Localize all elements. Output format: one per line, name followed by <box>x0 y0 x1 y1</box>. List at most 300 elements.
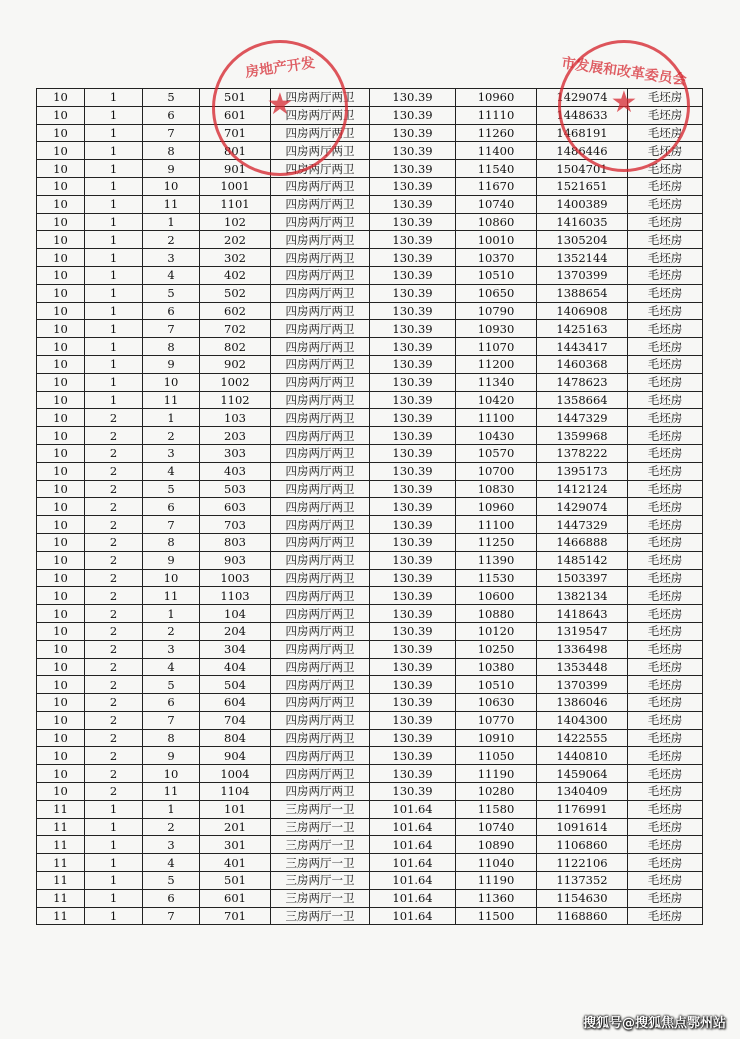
unit-cell: 1 <box>85 373 143 391</box>
layout-cell: 四房两厅两卫 <box>271 231 370 249</box>
unit-cell: 2 <box>85 640 143 658</box>
room-cell: 903 <box>200 551 271 569</box>
building-cell: 10 <box>37 409 85 427</box>
total-price-cell: 1416035 <box>537 213 628 231</box>
unit-price-cell: 10790 <box>456 302 537 320</box>
building-cell: 10 <box>37 391 85 409</box>
unit-price-cell: 10880 <box>456 605 537 623</box>
building-cell: 10 <box>37 711 85 729</box>
area-cell: 130.39 <box>370 89 456 107</box>
unit-cell: 1 <box>85 213 143 231</box>
area-cell: 130.39 <box>370 658 456 676</box>
total-price-cell: 1504701 <box>537 160 628 178</box>
floor-cell: 5 <box>143 89 200 107</box>
unit-price-cell: 10740 <box>456 195 537 213</box>
layout-cell: 四房两厅两卫 <box>271 391 370 409</box>
table-row <box>37 320 703 338</box>
total-price-cell: 1106860 <box>537 836 628 854</box>
table-row <box>37 640 703 658</box>
room-cell: 603 <box>200 498 271 516</box>
room-cell: 801 <box>200 142 271 160</box>
unit-price-cell: 10700 <box>456 462 537 480</box>
unit-price-cell: 11070 <box>456 338 537 356</box>
floor-cell: 3 <box>143 444 200 462</box>
area-cell: 101.64 <box>370 907 456 925</box>
room-cell: 304 <box>200 640 271 658</box>
status-cell: 毛坯房 <box>628 747 703 765</box>
status-cell: 毛坯房 <box>628 373 703 391</box>
unit-cell: 1 <box>85 124 143 142</box>
area-cell: 130.39 <box>370 533 456 551</box>
unit-price-cell: 11050 <box>456 747 537 765</box>
layout-cell: 四房两厅两卫 <box>271 142 370 160</box>
unit-price-cell: 11400 <box>456 142 537 160</box>
unit-price-cell: 10960 <box>456 498 537 516</box>
area-cell: 130.39 <box>370 355 456 373</box>
building-cell: 10 <box>37 89 85 107</box>
room-cell: 503 <box>200 480 271 498</box>
table-row <box>37 391 703 409</box>
area-cell: 130.39 <box>370 765 456 783</box>
unit-cell: 1 <box>85 854 143 872</box>
layout-cell: 四房两厅两卫 <box>271 89 370 107</box>
table-row <box>37 142 703 160</box>
area-cell: 130.39 <box>370 249 456 267</box>
floor-cell: 2 <box>143 818 200 836</box>
price-table <box>36 85 703 925</box>
layout-cell: 四房两厅两卫 <box>271 338 370 356</box>
unit-price-cell: 11100 <box>456 409 537 427</box>
layout-cell: 三房两厅一卫 <box>271 818 370 836</box>
area-cell: 130.39 <box>370 569 456 587</box>
unit-cell: 2 <box>85 711 143 729</box>
room-cell: 104 <box>200 605 271 623</box>
building-cell: 10 <box>37 587 85 605</box>
floor-cell: 3 <box>143 249 200 267</box>
total-price-cell: 1447329 <box>537 409 628 427</box>
unit-price-cell: 10370 <box>456 249 537 267</box>
floor-cell: 9 <box>143 747 200 765</box>
table-row <box>37 355 703 373</box>
status-cell: 毛坯房 <box>628 640 703 658</box>
seal-star-icon: ★ <box>266 87 294 123</box>
building-cell: 10 <box>37 569 85 587</box>
room-cell: 402 <box>200 266 271 284</box>
room-cell: 1103 <box>200 587 271 605</box>
status-cell: 毛坯房 <box>628 89 703 107</box>
status-cell: 毛坯房 <box>628 106 703 124</box>
unit-cell: 1 <box>85 160 143 178</box>
unit-price-cell: 10630 <box>456 694 537 712</box>
area-cell: 130.39 <box>370 338 456 356</box>
room-cell: 1003 <box>200 569 271 587</box>
unit-price-cell: 10650 <box>456 284 537 302</box>
area-cell: 130.39 <box>370 391 456 409</box>
total-price-cell: 1386046 <box>537 694 628 712</box>
table-row <box>37 266 703 284</box>
total-price-cell: 1370399 <box>537 676 628 694</box>
room-cell: 1001 <box>200 177 271 195</box>
building-cell: 10 <box>37 605 85 623</box>
floor-cell: 9 <box>143 160 200 178</box>
room-cell: 502 <box>200 284 271 302</box>
status-cell: 毛坯房 <box>628 516 703 534</box>
floor-cell: 7 <box>143 516 200 534</box>
total-price-cell: 1412124 <box>537 480 628 498</box>
area-cell: 130.39 <box>370 676 456 694</box>
building-cell: 10 <box>37 249 85 267</box>
status-cell: 毛坯房 <box>628 498 703 516</box>
unit-cell: 1 <box>85 177 143 195</box>
unit-price-cell: 10280 <box>456 783 537 801</box>
layout-cell: 四房两厅两卫 <box>271 569 370 587</box>
building-cell: 10 <box>37 302 85 320</box>
total-price-cell: 1400389 <box>537 195 628 213</box>
building-cell: 10 <box>37 231 85 249</box>
unit-cell: 1 <box>85 391 143 409</box>
unit-cell: 2 <box>85 480 143 498</box>
total-price-cell: 1353448 <box>537 658 628 676</box>
room-cell: 904 <box>200 747 271 765</box>
unit-cell: 1 <box>85 355 143 373</box>
building-cell: 10 <box>37 676 85 694</box>
room-cell: 303 <box>200 444 271 462</box>
total-price-cell: 1468191 <box>537 124 628 142</box>
floor-cell: 6 <box>143 694 200 712</box>
area-cell: 130.39 <box>370 711 456 729</box>
floor-cell: 1 <box>143 605 200 623</box>
unit-price-cell: 11250 <box>456 533 537 551</box>
unit-price-cell: 10420 <box>456 391 537 409</box>
status-cell: 毛坯房 <box>628 676 703 694</box>
table-row <box>37 462 703 480</box>
table-row <box>37 747 703 765</box>
unit-price-cell: 11260 <box>456 124 537 142</box>
floor-cell: 6 <box>143 498 200 516</box>
building-cell: 10 <box>37 747 85 765</box>
status-cell: 毛坯房 <box>628 533 703 551</box>
total-price-cell: 1122106 <box>537 854 628 872</box>
layout-cell: 四房两厅两卫 <box>271 213 370 231</box>
area-cell: 130.39 <box>370 640 456 658</box>
table-row <box>37 907 703 925</box>
room-cell: 702 <box>200 320 271 338</box>
total-price-cell: 1091614 <box>537 818 628 836</box>
unit-price-cell: 10430 <box>456 427 537 445</box>
price-table-body <box>37 85 703 925</box>
building-cell: 11 <box>37 800 85 818</box>
table-row <box>37 836 703 854</box>
floor-cell: 1 <box>143 800 200 818</box>
table-row <box>37 551 703 569</box>
building-cell: 10 <box>37 498 85 516</box>
total-price-cell: 1425163 <box>537 320 628 338</box>
building-cell: 10 <box>37 195 85 213</box>
building-cell: 10 <box>37 622 85 640</box>
area-cell: 101.64 <box>370 836 456 854</box>
layout-cell: 四房两厅两卫 <box>271 249 370 267</box>
table-row <box>37 409 703 427</box>
floor-cell: 5 <box>143 676 200 694</box>
total-price-cell: 1422555 <box>537 729 628 747</box>
layout-cell: 四房两厅两卫 <box>271 462 370 480</box>
building-cell: 11 <box>37 854 85 872</box>
total-price-cell: 1154630 <box>537 889 628 907</box>
layout-cell: 四房两厅两卫 <box>271 676 370 694</box>
status-cell: 毛坯房 <box>628 480 703 498</box>
floor-cell: 4 <box>143 658 200 676</box>
watermark: 搜狐号@搜狐焦点鄂州站 <box>582 1016 726 1031</box>
table-row <box>37 516 703 534</box>
total-price-cell: 1395173 <box>537 462 628 480</box>
area-cell: 130.39 <box>370 605 456 623</box>
table-row <box>37 533 703 551</box>
layout-cell: 四房两厅两卫 <box>271 587 370 605</box>
layout-cell: 四房两厅两卫 <box>271 551 370 569</box>
area-cell: 130.39 <box>370 498 456 516</box>
status-cell: 毛坯房 <box>628 587 703 605</box>
building-cell: 10 <box>37 427 85 445</box>
table-row <box>37 427 703 445</box>
total-price-cell: 1440810 <box>537 747 628 765</box>
building-cell: 10 <box>37 444 85 462</box>
unit-cell: 1 <box>85 231 143 249</box>
status-cell: 毛坯房 <box>628 551 703 569</box>
total-price-cell: 1382134 <box>537 587 628 605</box>
total-price-cell: 1521651 <box>537 177 628 195</box>
building-cell: 10 <box>37 284 85 302</box>
layout-cell: 三房两厅一卫 <box>271 800 370 818</box>
table-row <box>37 569 703 587</box>
area-cell: 130.39 <box>370 587 456 605</box>
table-row <box>37 444 703 462</box>
layout-cell: 三房两厅一卫 <box>271 872 370 890</box>
layout-cell: 四房两厅两卫 <box>271 498 370 516</box>
status-cell: 毛坯房 <box>628 231 703 249</box>
area-cell: 130.39 <box>370 444 456 462</box>
table-row <box>37 783 703 801</box>
layout-cell: 四房两厅两卫 <box>271 160 370 178</box>
status-cell: 毛坯房 <box>628 213 703 231</box>
floor-cell: 10 <box>143 765 200 783</box>
layout-cell: 三房两厅一卫 <box>271 889 370 907</box>
building-cell: 10 <box>37 106 85 124</box>
status-cell: 毛坯房 <box>628 907 703 925</box>
building-cell: 10 <box>37 729 85 747</box>
layout-cell: 四房两厅两卫 <box>271 124 370 142</box>
status-cell: 毛坯房 <box>628 569 703 587</box>
area-cell: 130.39 <box>370 160 456 178</box>
layout-cell: 四房两厅两卫 <box>271 658 370 676</box>
building-cell: 11 <box>37 889 85 907</box>
room-cell: 1102 <box>200 391 271 409</box>
building-cell: 10 <box>37 480 85 498</box>
building-cell: 10 <box>37 373 85 391</box>
unit-cell: 1 <box>85 889 143 907</box>
unit-cell: 2 <box>85 747 143 765</box>
unit-price-cell: 11190 <box>456 872 537 890</box>
building-cell: 10 <box>37 462 85 480</box>
area-cell: 130.39 <box>370 195 456 213</box>
layout-cell: 四房两厅两卫 <box>271 177 370 195</box>
status-cell: 毛坯房 <box>628 444 703 462</box>
table-row <box>37 249 703 267</box>
layout-cell: 四房两厅两卫 <box>271 266 370 284</box>
room-cell: 601 <box>200 106 271 124</box>
table-row <box>37 213 703 231</box>
total-price-cell: 1352144 <box>537 249 628 267</box>
floor-cell: 5 <box>143 872 200 890</box>
floor-cell: 10 <box>143 177 200 195</box>
floor-cell: 7 <box>143 711 200 729</box>
room-cell: 703 <box>200 516 271 534</box>
status-cell: 毛坯房 <box>628 195 703 213</box>
status-cell: 毛坯房 <box>628 160 703 178</box>
status-cell: 毛坯房 <box>628 765 703 783</box>
room-cell: 704 <box>200 711 271 729</box>
unit-cell: 2 <box>85 605 143 623</box>
unit-price-cell: 10830 <box>456 480 537 498</box>
layout-cell: 四房两厅两卫 <box>271 355 370 373</box>
layout-cell: 四房两厅两卫 <box>271 284 370 302</box>
area-cell: 130.39 <box>370 320 456 338</box>
unit-price-cell: 11540 <box>456 160 537 178</box>
total-price-cell: 1443417 <box>537 338 628 356</box>
status-cell: 毛坯房 <box>628 711 703 729</box>
unit-price-cell: 11580 <box>456 800 537 818</box>
layout-cell: 四房两厅两卫 <box>271 605 370 623</box>
building-cell: 10 <box>37 320 85 338</box>
room-cell: 1004 <box>200 765 271 783</box>
unit-cell: 1 <box>85 106 143 124</box>
room-cell: 301 <box>200 836 271 854</box>
unit-price-cell: 10740 <box>456 818 537 836</box>
unit-cell: 2 <box>85 498 143 516</box>
building-cell: 11 <box>37 818 85 836</box>
status-cell: 毛坯房 <box>628 889 703 907</box>
layout-cell: 四房两厅两卫 <box>271 747 370 765</box>
area-cell: 130.39 <box>370 783 456 801</box>
room-cell: 1002 <box>200 373 271 391</box>
floor-cell: 4 <box>143 462 200 480</box>
status-cell: 毛坯房 <box>628 818 703 836</box>
table-row <box>37 694 703 712</box>
floor-cell: 8 <box>143 729 200 747</box>
status-cell: 毛坯房 <box>628 302 703 320</box>
total-price-cell: 1168860 <box>537 907 628 925</box>
building-cell: 10 <box>37 516 85 534</box>
table-row <box>37 338 703 356</box>
room-cell: 701 <box>200 124 271 142</box>
area-cell: 130.39 <box>370 480 456 498</box>
area-cell: 101.64 <box>370 889 456 907</box>
area-cell: 130.39 <box>370 622 456 640</box>
room-cell: 501 <box>200 872 271 890</box>
unit-cell: 2 <box>85 676 143 694</box>
status-cell: 毛坯房 <box>628 320 703 338</box>
status-cell: 毛坯房 <box>628 836 703 854</box>
floor-cell: 7 <box>143 124 200 142</box>
area-cell: 130.39 <box>370 516 456 534</box>
unit-price-cell: 11500 <box>456 907 537 925</box>
table-row <box>37 658 703 676</box>
unit-price-cell: 10930 <box>456 320 537 338</box>
table-row <box>37 177 703 195</box>
unit-cell: 2 <box>85 516 143 534</box>
table-row <box>37 124 703 142</box>
floor-cell: 3 <box>143 640 200 658</box>
room-cell: 803 <box>200 533 271 551</box>
floor-cell: 11 <box>143 391 200 409</box>
area-cell: 130.39 <box>370 177 456 195</box>
unit-price-cell: 11530 <box>456 569 537 587</box>
unit-price-cell: 10860 <box>456 213 537 231</box>
room-cell: 804 <box>200 729 271 747</box>
unit-cell: 2 <box>85 569 143 587</box>
layout-cell: 四房两厅两卫 <box>271 711 370 729</box>
room-cell: 701 <box>200 907 271 925</box>
unit-cell: 2 <box>85 587 143 605</box>
building-cell: 10 <box>37 551 85 569</box>
unit-cell: 2 <box>85 658 143 676</box>
status-cell: 毛坯房 <box>628 249 703 267</box>
unit-price-cell: 10010 <box>456 231 537 249</box>
area-cell: 130.39 <box>370 427 456 445</box>
unit-cell: 1 <box>85 836 143 854</box>
floor-cell: 2 <box>143 231 200 249</box>
unit-cell: 1 <box>85 907 143 925</box>
building-cell: 11 <box>37 836 85 854</box>
unit-price-cell: 11360 <box>456 889 537 907</box>
total-price-cell: 1503397 <box>537 569 628 587</box>
unit-cell: 2 <box>85 783 143 801</box>
unit-cell: 1 <box>85 818 143 836</box>
layout-cell: 四房两厅两卫 <box>271 480 370 498</box>
status-cell: 毛坯房 <box>628 409 703 427</box>
layout-cell: 三房两厅一卫 <box>271 854 370 872</box>
unit-cell: 2 <box>85 533 143 551</box>
table-row <box>37 160 703 178</box>
area-cell: 101.64 <box>370 818 456 836</box>
table-row <box>37 818 703 836</box>
room-cell: 404 <box>200 658 271 676</box>
total-price-cell: 1358664 <box>537 391 628 409</box>
table-row <box>37 284 703 302</box>
status-cell: 毛坯房 <box>628 658 703 676</box>
table-row <box>37 480 703 498</box>
unit-price-cell: 10960 <box>456 89 537 107</box>
unit-cell: 1 <box>85 320 143 338</box>
room-cell: 1104 <box>200 783 271 801</box>
room-cell: 102 <box>200 213 271 231</box>
room-cell: 201 <box>200 818 271 836</box>
table-row <box>37 605 703 623</box>
floor-cell: 9 <box>143 355 200 373</box>
status-cell: 毛坯房 <box>628 355 703 373</box>
status-cell: 毛坯房 <box>628 783 703 801</box>
total-price-cell: 1486446 <box>537 142 628 160</box>
floor-cell: 9 <box>143 551 200 569</box>
unit-price-cell: 11340 <box>456 373 537 391</box>
unit-cell: 1 <box>85 872 143 890</box>
total-price-cell: 1448633 <box>537 106 628 124</box>
layout-cell: 四房两厅两卫 <box>271 106 370 124</box>
area-cell: 101.64 <box>370 854 456 872</box>
unit-cell: 2 <box>85 551 143 569</box>
unit-cell: 2 <box>85 444 143 462</box>
floor-cell: 10 <box>143 569 200 587</box>
building-cell: 10 <box>37 765 85 783</box>
